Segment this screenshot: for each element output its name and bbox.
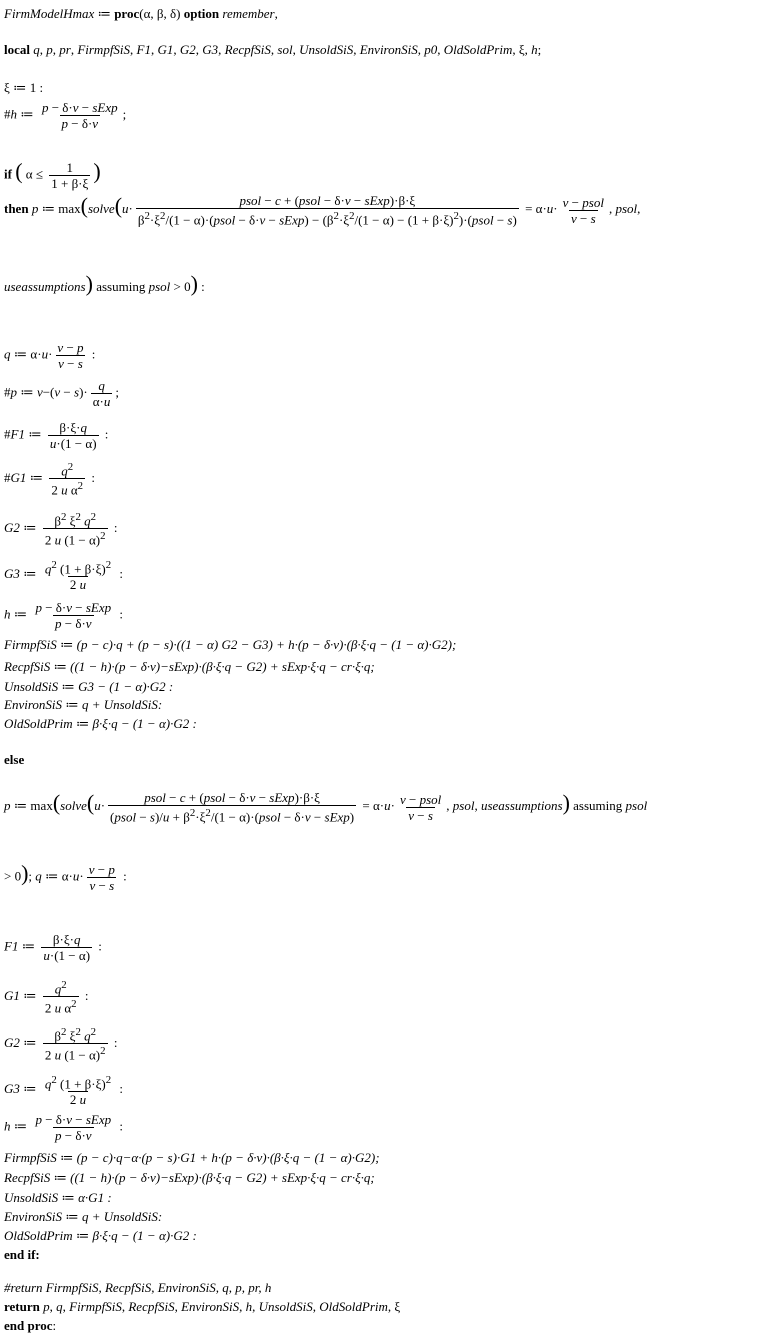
else-q-line: > 0); q ≔ α·u· $\frac{v - p}{v - s}$ : — [4, 860, 127, 893]
else-g1-line: G1 ≔ $\frac{q^2}{2 u \alpha^2}$ : — [4, 979, 89, 1016]
then-solve-line: then p ≔ max(solve(u· psol − c + (psol − δ·v − sExp)·β·ξ $\beta^2\cdot\xi^2/(1$ − α)·(psol − δ·v − sExp) − ($\beta^2\cdot\xi^2/(1 - \alpha) - (1$ + $\beta\cdot\xi)^2)\cdot(psol - s)$ = α·u· v − psol v − s , psol, — [4, 193, 641, 228]
if-line: if ( α ≤ $\frac{1}{1 + \beta\cdot\xi}$ ) — [4, 158, 101, 191]
q-assignment-line: q ≔ α·u· $\frac{v - p}{v - s}$ : — [4, 340, 96, 371]
firmpfsis-line: FirmpfSiS ≔ (p − c)·q + (p − s)·((1 − α) G2 − G3) + h·(p − δ·v)·(β·ξ·q − (1 − α)·G2); — [4, 637, 457, 652]
return-line: return p, q, FirmpfSiS, RecpfSiS, EnvironSiS, h, UnsoldSiS, OldSoldPrim, ξ — [4, 1299, 401, 1314]
recpfsis-line: RecpfSiS ≔ ((1 − h)·(p − δ·v)−sExp)·(β·ξ·q − G2) + sExp·ξ·q − cr·ξ·q; — [4, 659, 375, 674]
else-h-line: h ≔ p − δ·v − sExp p − δ·v : — [4, 1112, 124, 1143]
end-proc-line: end proc: — [4, 1318, 57, 1333]
g2-assignment-line: G2 ≔ $\frac{\beta^2 \xi^2 q^2}{2 u (1 - \alpha)^2}$ : — [4, 511, 118, 548]
else-recpfsis-line: RecpfSiS ≔ ((1 − h)·(p − δ·v)−sExp)·(β·ξ·q − G2) + sExp·ξ·q − cr·ξ·q; — [4, 1170, 375, 1185]
f1-comment-line: #F1 ≔ $\frac{\beta\cdot\xi\cdot q}{u\cdot(1 - \alpha)}$ : — [4, 420, 109, 451]
else-solve-line: p ≔ max(solve(u· psol − c + (psol − δ·v − sExp)·β·ξ (psol − $s)/u + \beta^2\cdot\xi^2/(1$ − α)·(psol − δ·v − sExp) = α·u· v − psol v − s , psol, useassumptions) assuming psol — [4, 790, 648, 825]
oldsoldprim-line: OldSoldPrim ≔ β·ξ·q − (1 − α)·G2 : — [4, 716, 197, 731]
else-g3-line: G3 ≔ $\frac{q^2 (1 + \beta\cdot\xi)^2}{2 u}$ : — [4, 1074, 124, 1108]
else-f1-line: F1 ≔ $\frac{\beta\cdot\xi\cdot q}{u\cdot(1 - \alpha)}$ : — [4, 932, 102, 963]
else-environsis-line: EnvironSiS ≔ q + UnsoldSiS: — [4, 1209, 163, 1224]
xi-assignment-line: ξ ≔ 1 : — [4, 80, 44, 95]
environsis-line: EnvironSiS ≔ q + UnsoldSiS: — [4, 697, 163, 712]
else-oldsoldprim-line: OldSoldPrim ≔ β·ξ·q − (1 − α)·G2 : — [4, 1228, 197, 1243]
g3-assignment-line: G3 ≔ $\frac{q^2 (1 + \beta\cdot\xi)^2}{2 u}$ : — [4, 559, 124, 593]
p-comment-line: #p ≔ v−(v − s)· $\frac{q}{\alpha\cdot u}$ ; — [4, 378, 120, 409]
proc-header-line: FirmModelHmax ≔ proc(α, β, δ) option remember, — [4, 6, 278, 21]
useassumptions-line: useassumptions) assuming psol > 0) : — [4, 271, 205, 296]
else-g2-line: G2 ≔ $\frac{\beta^2 \xi^2 q^2}{2 u (1 - \alpha)^2}$ : — [4, 1026, 118, 1063]
h-comment-line: #h ≔ p − δ·v − sExp p − δ·v ; — [4, 100, 127, 131]
else-line: else — [4, 752, 25, 767]
end-if-line: end if: — [4, 1247, 40, 1262]
else-firmpfsis-line: FirmpfSiS ≔ (p − c)·q−α·(p − s)·G1 + h·(p − δ·v)·(β·ξ·q − (1 − α)·G2); — [4, 1150, 380, 1165]
return-comment-line: #return FirmpfSiS, RecpfSiS, EnvironSiS, q, p, pr, h — [4, 1280, 272, 1295]
unsoldsis-line: UnsoldSiS ≔ G3 − (1 − α)·G2 : — [4, 679, 174, 694]
h-assignment-line: h ≔ p − δ·v − sExp p − δ·v : — [4, 600, 124, 631]
else-unsoldsis-line: UnsoldSiS ≔ α·G1 : — [4, 1190, 112, 1205]
local-declaration-line: local q, p, pr, FirmpfSiS, F1, G1, G2, G3, RecpfSiS, sol, UnsoldSiS, EnvironSiS, p0, OldSoldPrim, ξ, h; — [4, 42, 542, 57]
g1-comment-line: #G1 ≔ $\frac{q^2}{2 u \alpha^2}$ : — [4, 461, 95, 498]
